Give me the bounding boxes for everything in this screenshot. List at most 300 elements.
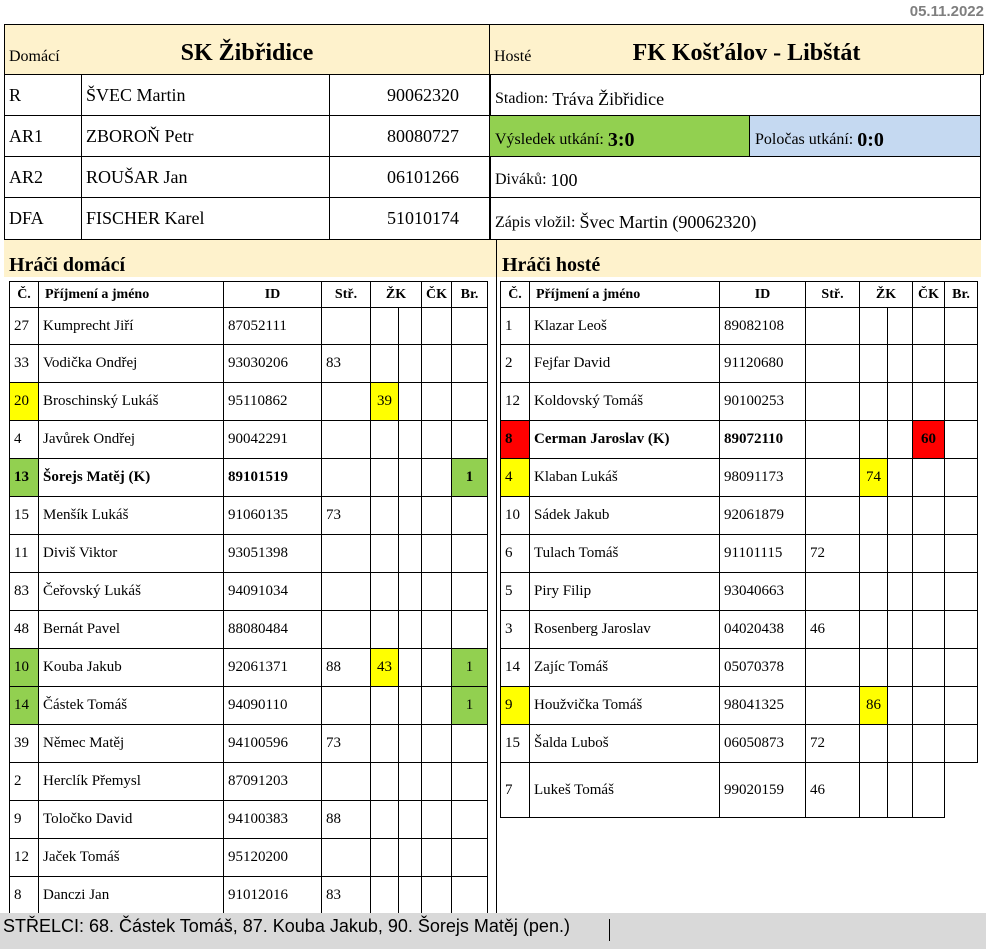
goals [452,801,488,839]
player-id: 88080484 [224,611,322,649]
player-name: Fejfar David [530,345,720,383]
col-yellow: ŽK [371,282,422,308]
player-sub [322,421,371,459]
yellow-card [371,459,399,497]
card-spacer [399,535,422,573]
player-name: Šorejs Matěj (K) [39,459,224,497]
player-name: Zajíc Tomáš [530,649,720,687]
col-red: ČK [913,282,945,308]
col-yellow: ŽK [860,282,913,308]
away-players-title: Hráči hosté [497,240,981,277]
player-id: 90042291 [224,421,322,459]
yellow-card [371,725,399,763]
goals [452,573,488,611]
match-date: 05.11.2022 [909,3,984,20]
col-goals: Br. [945,282,978,308]
player-name: Piry Filip [530,573,720,611]
official-id: 51010174 [330,198,491,239]
away-players-table [500,281,978,818]
red-card [913,535,945,573]
card-spacer [399,459,422,497]
center-divider [496,240,497,913]
col-red: ČK [422,282,452,308]
red-card [422,611,452,649]
goals [945,383,978,421]
yellow-card [860,535,888,573]
spectators-label: Diváků: [495,171,547,188]
yellow-card [371,421,399,459]
home-players-table [9,281,488,915]
stadium-value: Tráva Žibřidice [552,88,665,109]
col-sub: Stř. [322,282,371,308]
player-sub: 72 [806,725,860,763]
player-row [10,535,488,573]
official-name: ŠVEC Martin [82,75,330,115]
player-number: 1 [501,308,530,345]
player-sub [806,573,860,611]
player-name: Čeřovský Lukáš [39,573,224,611]
player-number: 48 [10,611,39,649]
player-id: 90100253 [720,383,806,421]
card-spacer [399,763,422,801]
player-number: 15 [501,725,530,763]
player-id: 98041325 [720,687,806,725]
player-sub [322,383,371,421]
player-sub [806,459,860,497]
card-spacer [888,383,913,421]
yellow-card [371,839,399,877]
player-id: 91012016 [224,877,322,915]
player-number: 14 [10,687,39,725]
player-name: Částek Tomáš [39,687,224,725]
player-row [10,573,488,611]
player-row [10,649,488,687]
goals [452,611,488,649]
player-number: 9 [10,801,39,839]
player-name: Kouba Jakub [39,649,224,687]
player-name: Jaček Tomáš [39,839,224,877]
player-id: 92061879 [720,497,806,535]
player-id: 91060135 [224,497,322,535]
player-number: 9 [501,687,530,725]
official-role: R [5,75,82,115]
player-row [501,611,978,649]
goals [452,383,488,421]
player-sub [322,308,371,345]
yellow-card: 86 [860,687,888,725]
player-number: 13 [10,459,39,497]
entered-by-value: Švec Martin (90062320) [579,212,757,232]
goals [452,725,488,763]
yellow-card [860,383,888,421]
goals [945,763,978,818]
yellow-card: 43 [371,649,399,687]
stadium-row [489,75,981,116]
card-spacer [399,383,422,421]
red-card [422,877,452,915]
col-id: ID [720,282,806,308]
player-name: Broschinský Lukáš [39,383,224,421]
card-spacer [888,763,913,818]
yellow-card [371,763,399,801]
card-spacer [399,687,422,725]
goals [945,459,978,497]
player-sub [322,687,371,725]
player-id: 95120200 [224,839,322,877]
player-name: Bernát Pavel [39,611,224,649]
card-spacer [399,649,422,687]
card-spacer [888,535,913,573]
entered-by-label: Zápis vložil: [495,213,576,231]
yellow-card [860,611,888,649]
player-id: 91101115 [720,535,806,573]
spectators-value: 100 [550,169,578,190]
player-id: 93040663 [720,573,806,611]
red-card [913,459,945,497]
player-name: Němec Matěj [39,725,224,763]
red-card [422,459,452,497]
player-name: Lukeš Tomáš [530,763,720,818]
player-id: 98091173 [720,459,806,497]
player-sub [322,611,371,649]
red-card [422,573,452,611]
player-row [501,687,978,725]
red-card [913,763,945,818]
player-row [10,345,488,383]
player-sub: 46 [806,611,860,649]
home-team-name: SK Žibřidice [180,40,314,66]
red-card: 60 [913,421,945,459]
player-sub [806,383,860,421]
card-spacer [888,573,913,611]
official-role: AR2 [5,157,82,197]
goals [945,421,978,459]
yellow-card [860,345,888,383]
goals [452,421,488,459]
halftime-value: 0:0 [857,128,884,151]
player-number: 5 [501,573,530,611]
stadium-label: Stadion: [495,90,549,107]
card-spacer [888,649,913,687]
card-spacer [399,877,422,915]
yellow-card [371,345,399,383]
player-id: 93051398 [224,535,322,573]
official-row-r [4,75,490,116]
card-spacer [888,687,913,725]
col-sub: Stř. [806,282,860,308]
goals [945,535,978,573]
scorers-bar: STŘELCI: 68. Částek Tomáš, 87. Kouba Jakub, 90. Šorejs Matěj (pen.) [0,913,986,949]
player-sub: 73 [322,497,371,535]
card-spacer [888,345,913,383]
player-number: 12 [10,839,39,877]
player-id: 89072110 [720,421,806,459]
halftime-label: Poločas utkání: [755,131,854,148]
player-sub: 83 [322,345,371,383]
official-role: DFA [5,198,82,239]
player-number: 2 [501,345,530,383]
official-id: 80080727 [330,116,491,156]
official-name: FISCHER Karel [82,198,330,239]
player-sub [806,687,860,725]
red-card [422,763,452,801]
card-spacer [399,308,422,345]
halftime-cell [749,116,981,157]
card-spacer [399,611,422,649]
yellow-card: 39 [371,383,399,421]
player-row [10,839,488,877]
player-row [10,801,488,839]
card-spacer [399,573,422,611]
player-name: Klaban Lukáš [530,459,720,497]
yellow-card [371,801,399,839]
player-sub: 88 [322,649,371,687]
goals [452,839,488,877]
red-card [422,421,452,459]
player-sub: 88 [322,801,371,839]
player-sub [322,535,371,573]
card-spacer [399,345,422,383]
player-number: 27 [10,308,39,345]
home-label: Domácí [9,48,60,65]
player-number: 10 [501,497,530,535]
official-id: 06101266 [330,157,491,197]
red-card [422,725,452,763]
player-name: Šalda Luboš [530,725,720,763]
player-row [501,421,978,459]
player-name: Sádek Jakub [530,497,720,535]
player-number: 83 [10,573,39,611]
player-id: 94091034 [224,573,322,611]
goals [452,345,488,383]
yellow-card [860,763,888,818]
official-row-ar1 [4,116,490,157]
away-label: Hosté [494,48,532,65]
player-id: 94100383 [224,801,322,839]
result-label: Výsledek utkání: [495,131,604,148]
card-spacer [888,308,913,345]
col-goals: Br. [452,282,488,308]
yellow-card [860,725,888,763]
player-id: 87091203 [224,763,322,801]
player-number: 2 [10,763,39,801]
player-number: 10 [10,649,39,687]
yellow-card [371,687,399,725]
yellow-card [371,308,399,345]
player-id: 05070378 [720,649,806,687]
col-name: Příjmení a jméno [39,282,224,308]
goals [452,535,488,573]
player-id: 95110862 [224,383,322,421]
goals [452,308,488,345]
official-id: 90062320 [330,75,491,115]
player-sub [806,497,860,535]
player-id: 04020438 [720,611,806,649]
player-row [501,535,978,573]
player-name: Toločko David [39,801,224,839]
red-card [422,383,452,421]
player-row [501,573,978,611]
yellow-card: 74 [860,459,888,497]
text-cursor [609,919,610,941]
col-name: Příjmení a jméno [530,282,720,308]
player-number: 7 [501,763,530,818]
player-sub [322,839,371,877]
card-spacer [888,421,913,459]
goals [945,573,978,611]
official-row-ar2 [4,157,490,198]
player-name: Menšík Lukáš [39,497,224,535]
red-card [913,725,945,763]
goals: 1 [452,687,488,725]
player-sub: 72 [806,535,860,573]
player-name: Herclík Přemysl [39,763,224,801]
player-row [10,459,488,497]
yellow-card [860,649,888,687]
red-card [422,308,452,345]
player-number: 12 [501,383,530,421]
goals [945,725,978,763]
player-id: 06050873 [720,725,806,763]
home-players-title: Hráči domácí [4,240,496,277]
player-id: 89101519 [224,459,322,497]
player-sub [806,421,860,459]
goals [452,763,488,801]
player-row [501,459,978,497]
player-row [10,421,488,459]
player-id: 99020159 [720,763,806,818]
player-row [10,383,488,421]
yellow-card [860,421,888,459]
goals: 1 [452,459,488,497]
goals: 1 [452,649,488,687]
spectators-row [489,157,981,198]
player-id: 91120680 [720,345,806,383]
player-row [501,763,978,818]
player-id: 94090110 [224,687,322,725]
red-card [422,345,452,383]
official-role: AR1 [5,116,82,156]
card-spacer [399,801,422,839]
player-row [10,725,488,763]
player-sub [322,573,371,611]
official-row-dfa [4,198,490,240]
red-card [913,497,945,535]
player-number: 4 [10,421,39,459]
player-number: 3 [501,611,530,649]
player-number: 6 [501,535,530,573]
player-name: Koldovský Tomáš [530,383,720,421]
col-number: Č. [10,282,39,308]
card-spacer [888,725,913,763]
player-sub [806,308,860,345]
player-row [10,308,488,345]
goals [945,308,978,345]
yellow-card [860,573,888,611]
goals [945,649,978,687]
card-spacer [399,497,422,535]
home-table-header [10,282,488,308]
yellow-card [371,497,399,535]
player-row [501,725,978,763]
player-row [501,345,978,383]
player-row [10,687,488,725]
player-sub [806,649,860,687]
red-card [422,535,452,573]
player-sub: 73 [322,725,371,763]
card-spacer [399,421,422,459]
player-row [10,763,488,801]
player-row [501,383,978,421]
player-id: 93030206 [224,345,322,383]
player-number: 39 [10,725,39,763]
player-sub [322,459,371,497]
player-number: 8 [501,421,530,459]
player-name: Klazar Leoš [530,308,720,345]
player-name: Houžvička Tomáš [530,687,720,725]
result-cell [489,116,750,157]
col-number: Č. [501,282,530,308]
player-row [501,497,978,535]
player-name: Cerman Jaroslav (K) [530,421,720,459]
card-spacer [888,497,913,535]
player-name: Diviš Viktor [39,535,224,573]
player-id: 89082108 [720,308,806,345]
player-row [501,649,978,687]
player-name: Javůrek Ondřej [39,421,224,459]
player-number: 20 [10,383,39,421]
player-number: 15 [10,497,39,535]
player-number: 14 [501,649,530,687]
red-card [913,573,945,611]
away-header [489,24,984,75]
player-row [10,497,488,535]
goals [945,497,978,535]
player-id: 92061371 [224,649,322,687]
player-number: 4 [501,459,530,497]
player-sub: 46 [806,763,860,818]
player-name: Kumprecht Jiří [39,308,224,345]
player-name: Danczi Jan [39,877,224,915]
red-card [422,839,452,877]
red-card [422,687,452,725]
home-header [4,24,490,75]
player-number: 8 [10,877,39,915]
red-card [422,497,452,535]
result-value: 3:0 [607,128,635,151]
yellow-card [860,308,888,345]
player-name: Vodička Ondřej [39,345,224,383]
player-sub [322,763,371,801]
player-row [10,611,488,649]
player-row [10,877,488,915]
player-sub [806,345,860,383]
away-table-header [501,282,978,308]
card-spacer [888,459,913,497]
goals [945,345,978,383]
yellow-card [371,611,399,649]
red-card [913,649,945,687]
goals [452,497,488,535]
yellow-card [860,497,888,535]
goals [452,877,488,915]
col-id: ID [224,282,322,308]
player-number: 11 [10,535,39,573]
official-name: ZBOROŇ Petr [82,116,330,156]
card-spacer [399,725,422,763]
goals [945,611,978,649]
yellow-card [371,573,399,611]
